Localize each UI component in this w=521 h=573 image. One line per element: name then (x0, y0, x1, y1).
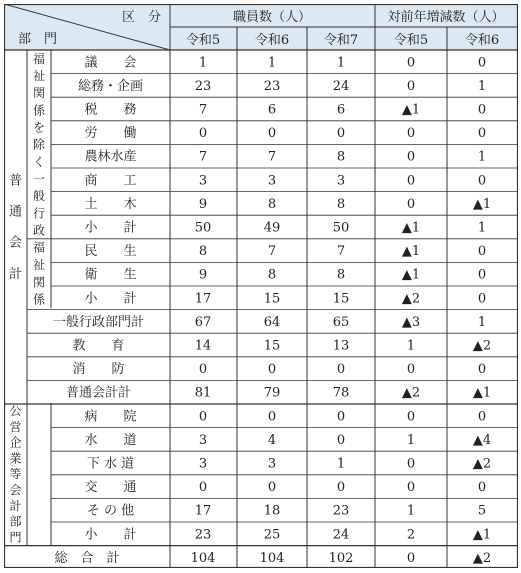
table-cell: 67 (194, 314, 212, 330)
table-cell: 0 (406, 196, 416, 212)
table-cell: ▲1 (472, 196, 492, 212)
table-cell: 7 (336, 244, 346, 260)
table-cell: 0 (406, 362, 416, 378)
row-label: 総務・企画 (77, 78, 144, 94)
table-cell: 8 (267, 196, 277, 212)
table-cell: 5 (477, 503, 487, 519)
svg-text:祉: 祉 (32, 68, 46, 83)
svg-text:く: く (32, 154, 46, 169)
svg-text:行: 行 (32, 206, 46, 221)
table-cell: ▲2 (401, 291, 421, 307)
row-label: 総 合 計 (54, 550, 120, 566)
table-cell: 1 (406, 338, 416, 354)
row-label: 土 木 (84, 196, 137, 212)
table-cell: 104 (259, 550, 285, 566)
svg-text:業: 業 (9, 451, 22, 466)
table-cell: 0 (336, 432, 346, 448)
table-cell: 1 (406, 432, 416, 448)
table-cell: 0 (477, 173, 487, 189)
table-cell: 15 (332, 291, 350, 307)
svg-text:部: 部 (9, 514, 22, 529)
col-header-change-r5: 令和5 (393, 33, 429, 48)
table-cell: 1 (336, 55, 346, 71)
table-cell: 0 (267, 409, 277, 425)
table-cell: 8 (336, 149, 346, 165)
table-cell: 0 (336, 409, 346, 425)
table-cell: 0 (267, 480, 277, 496)
row-label: 衛 生 (84, 267, 137, 283)
row-label: 税 務 (84, 102, 137, 118)
table-cell: 18 (263, 503, 281, 519)
table-cell: ▲3 (401, 314, 421, 330)
svg-text:般: 般 (32, 189, 46, 204)
table-cell: 23 (194, 527, 212, 543)
col-header-staff-r7: 令和7 (323, 33, 359, 48)
table-cell: 79 (263, 385, 281, 401)
table-cell: 7 (267, 149, 277, 165)
row-label: 病 院 (84, 409, 137, 425)
svg-text:福: 福 (32, 240, 46, 255)
table-cell: ▲1 (472, 527, 492, 543)
row-label: 農林水産 (84, 149, 137, 165)
svg-text:等: 等 (9, 467, 22, 482)
row-label: 下 水 道 (86, 456, 135, 472)
table-cell: 49 (263, 220, 281, 236)
table-cell: 50 (194, 220, 212, 236)
table-cell: 6 (267, 102, 277, 118)
table-cell: 104 (190, 550, 216, 566)
table-cell: 3 (198, 456, 208, 472)
table-cell: 7 (267, 244, 277, 260)
table-cell: 0 (406, 126, 416, 142)
table-cell: 8 (336, 196, 346, 212)
table-cell: 0 (477, 244, 487, 260)
svg-text:除: 除 (32, 137, 46, 152)
table-cell: ▲1 (472, 385, 492, 401)
table-cell: 78 (332, 385, 350, 401)
table-cell: 1 (477, 314, 487, 330)
vertical-labels (4, 4, 46, 544)
svg-text:福: 福 (32, 51, 46, 66)
table-cell: 1 (198, 55, 208, 71)
row-label: 労 働 (84, 126, 137, 142)
table-cell: 6 (336, 102, 346, 118)
svg-text:普: 普 (8, 173, 23, 189)
table-cell: 7 (198, 149, 208, 165)
table-cell: 0 (477, 480, 487, 496)
table-cell: 1 (406, 503, 416, 519)
row-label: 一般行政部門計 (52, 314, 145, 330)
svg-text:門: 門 (9, 530, 22, 545)
row-label: 小 計 (84, 291, 137, 307)
table-cell: 1 (477, 78, 487, 94)
table-cell: 1 (477, 220, 487, 236)
table-cell: ▲1 (401, 102, 421, 118)
table-cell: 0 (477, 267, 487, 283)
table-cell: 0 (477, 409, 487, 425)
col-header-staff-r5: 令和5 (185, 33, 221, 48)
table-cell: 8 (198, 244, 208, 260)
svg-text:通: 通 (8, 204, 23, 220)
table-cell: 0 (477, 126, 487, 142)
svg-text:関: 関 (32, 275, 46, 290)
svg-text:祉: 祉 (32, 257, 46, 272)
table-cell: ▲2 (401, 385, 421, 401)
table-cell: 9 (198, 196, 208, 212)
table-cell: 7 (198, 102, 208, 118)
row-label: 交 通 (84, 480, 137, 496)
table-cell: 0 (477, 55, 487, 71)
row-label: 民 生 (84, 244, 137, 260)
table-cell: 14 (194, 338, 212, 354)
svg-text:会: 会 (9, 482, 22, 497)
header-staff-group: 職員数（人） (232, 10, 312, 25)
table-cell: 1 (267, 55, 277, 71)
header-change-group: 対前年増減数（人） (387, 10, 505, 25)
table-cell: ▲1 (401, 244, 421, 260)
header-bumon: 部 門 (18, 32, 58, 47)
table-cell: ▲1 (401, 267, 421, 283)
table-cell: 17 (194, 503, 212, 519)
table-cell: 25 (263, 527, 281, 543)
table-cell: 0 (336, 126, 346, 142)
svg-text:計: 計 (9, 498, 22, 513)
table-grid (4, 4, 518, 568)
table-cell: 0 (336, 480, 346, 496)
table-cell: 50 (332, 220, 350, 236)
col-header-staff-r6: 令和6 (254, 33, 290, 48)
table-cell: 0 (336, 362, 346, 378)
header-kubun: 区 分 (122, 10, 162, 25)
svg-text:企: 企 (9, 435, 22, 450)
svg-text:係: 係 (32, 292, 46, 307)
table-cell: 0 (477, 102, 487, 118)
table-cell: 81 (194, 385, 212, 401)
table-cell: 0 (477, 362, 487, 378)
svg-text:を: を (32, 120, 46, 135)
table-cell: 0 (406, 480, 416, 496)
row-label: 教 育 (72, 338, 125, 354)
table-cell: ▲1 (401, 220, 421, 236)
table-cell: 3 (198, 173, 208, 189)
table-cell: 23 (263, 78, 281, 94)
table-cell: 9 (198, 267, 208, 283)
table-cell: 24 (332, 78, 350, 94)
row-label: 小 計 (84, 527, 137, 543)
table-cell: 0 (198, 480, 208, 496)
table-cell: ▲2 (472, 550, 492, 566)
table-cell: 0 (198, 126, 208, 142)
table-cell: 1 (477, 149, 487, 165)
table-cell: 3 (336, 173, 346, 189)
table-cell: 23 (194, 78, 212, 94)
row-label: 小 計 (84, 220, 137, 236)
table-cell: 0 (477, 291, 487, 307)
table-cell: 0 (406, 456, 416, 472)
table-cell: 0 (198, 409, 208, 425)
table-cell: 8 (336, 267, 346, 283)
table-cell: 2 (406, 527, 416, 543)
table-cell: 3 (267, 456, 277, 472)
table-cell: 0 (406, 78, 416, 94)
table-cell: 0 (267, 362, 277, 378)
svg-text:営: 営 (9, 419, 22, 434)
table-body (4, 55, 518, 566)
col-header-change-r6: 令和6 (464, 33, 500, 48)
table-cell: 65 (332, 314, 350, 330)
table-cell: 24 (332, 527, 350, 543)
row-label: 水 道 (84, 432, 137, 448)
table-cell: 0 (406, 55, 416, 71)
table-cell: 0 (267, 126, 277, 142)
table-cell: 0 (198, 362, 208, 378)
row-label: 普通会計計 (65, 385, 132, 401)
table-cell: 0 (406, 149, 416, 165)
row-label: そ の 他 (86, 503, 135, 519)
svg-text:関: 関 (32, 86, 46, 101)
table-cell: 0 (406, 409, 416, 425)
table-cell: 13 (332, 338, 350, 354)
table-cell: 3 (267, 173, 277, 189)
table-cell: 0 (406, 173, 416, 189)
table-cell: 102 (328, 550, 354, 566)
svg-text:政: 政 (32, 223, 46, 238)
row-label: 消 防 (72, 362, 125, 378)
svg-text:一: 一 (32, 171, 46, 186)
table-cell: 3 (198, 432, 208, 448)
svg-text:会: 会 (8, 235, 23, 251)
table-cell: 1 (336, 456, 346, 472)
svg-text:係: 係 (32, 103, 46, 118)
row-label: 議 会 (84, 55, 137, 71)
table-cell: ▲2 (472, 456, 492, 472)
table-cell: 17 (194, 291, 212, 307)
table-cell: ▲2 (472, 338, 492, 354)
table-cell: 23 (332, 503, 350, 519)
row-label: 商 工 (84, 173, 137, 189)
table-cell: 4 (267, 432, 277, 448)
table-cell: 15 (263, 291, 281, 307)
table-cell: 64 (263, 314, 281, 330)
svg-text:公: 公 (9, 404, 22, 419)
table-cell: 0 (406, 550, 416, 566)
staff-count-table (4, 4, 518, 568)
table-cell: ▲4 (472, 432, 492, 448)
table-cell: 8 (267, 267, 277, 283)
table-cell: 15 (263, 338, 281, 354)
svg-text:計: 計 (8, 266, 23, 282)
